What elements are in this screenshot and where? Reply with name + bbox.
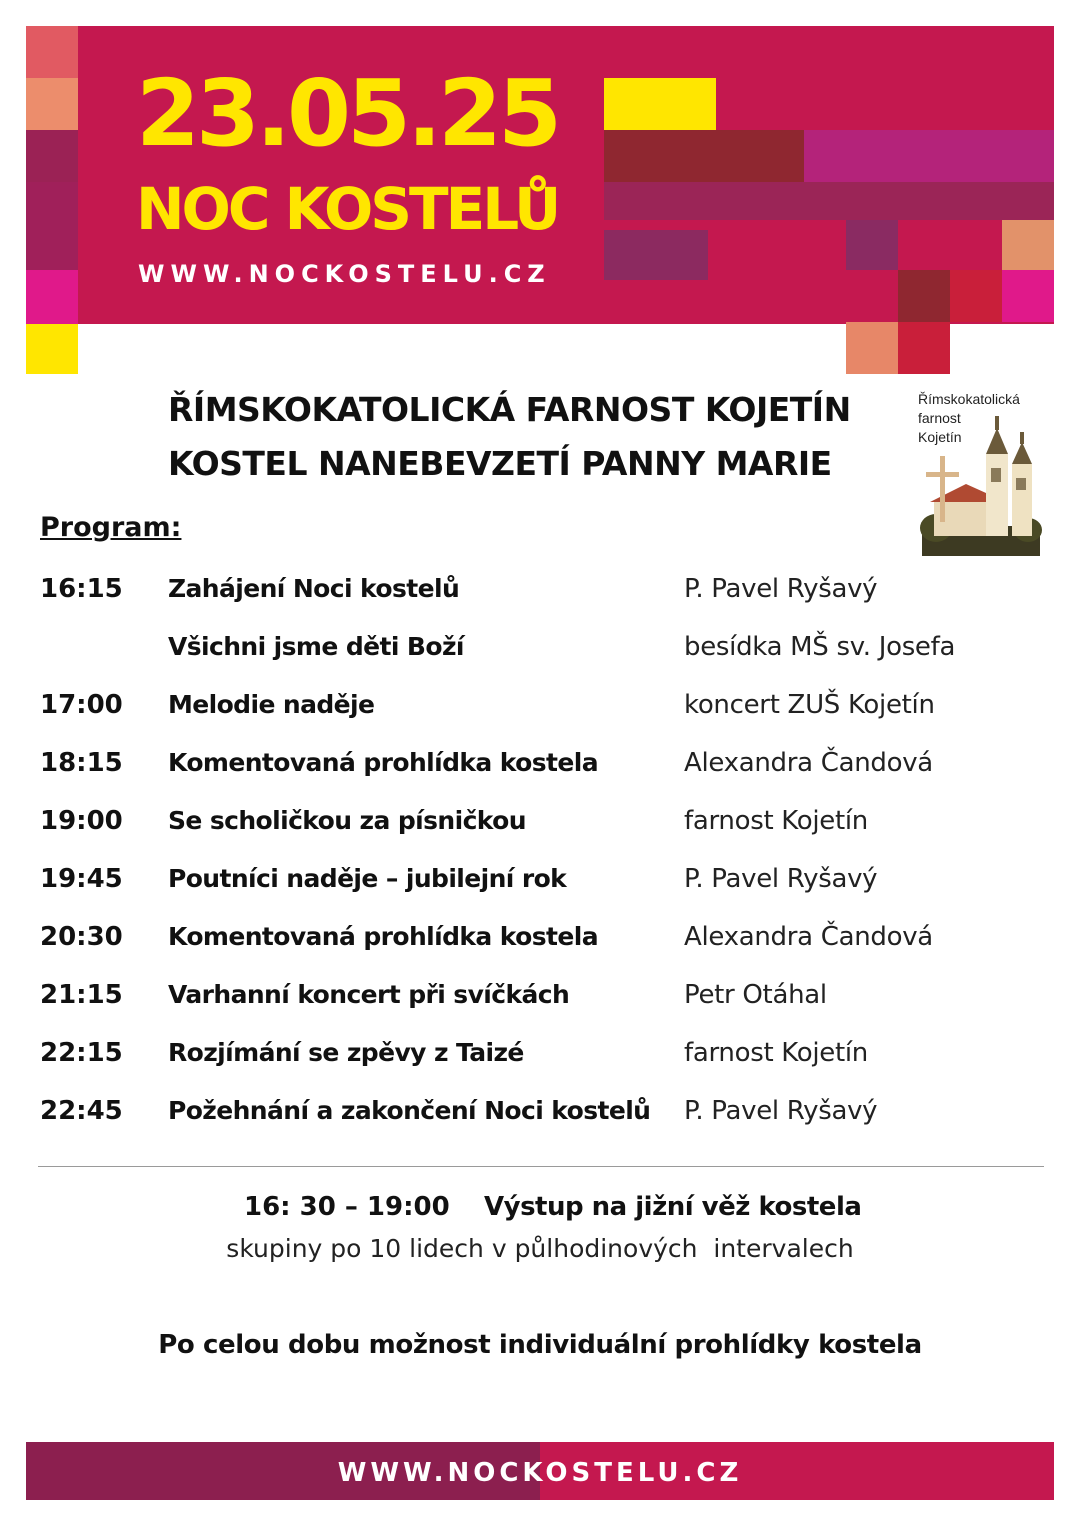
decor-tile <box>604 182 1054 220</box>
schedule-time: 17:00 <box>40 690 123 720</box>
schedule-title: Komentovaná prohlídka kostela <box>168 748 598 777</box>
schedule-row <box>0 632 1080 672</box>
schedule-row <box>0 806 1080 846</box>
schedule-time: 21:15 <box>40 980 123 1010</box>
schedule-title: Komentovaná prohlídka kostela <box>168 922 598 951</box>
schedule-title: Zahájení Noci kostelů <box>168 574 460 603</box>
tower-title: Výstup na jižní věž kostela <box>484 1192 862 1222</box>
schedule-host: besídka MŠ sv. Josefa <box>684 632 956 662</box>
decor-tile <box>604 230 708 280</box>
schedule-row <box>0 864 1080 904</box>
schedule-host: Alexandra Čandová <box>684 748 933 778</box>
decor-tile <box>846 322 898 374</box>
logo-line: Římskokatolická <box>918 391 1020 407</box>
tower-note: skupiny po 10 lidech v půlhodinových intervalech <box>226 1234 854 1263</box>
schedule-time: 22:15 <box>40 1038 123 1068</box>
divider <box>38 1166 1044 1167</box>
schedule-title: Rozjímání se zpěvy z Taizé <box>168 1038 524 1067</box>
decor-tile <box>26 78 78 130</box>
schedule-title: Varhanní koncert při svíčkách <box>168 980 570 1009</box>
schedule-host: Alexandra Čandová <box>684 922 933 952</box>
schedule-host: farnost Kojetín <box>684 806 868 836</box>
decor-tile <box>604 130 804 182</box>
decor-tile <box>950 270 1002 322</box>
schedule-row <box>0 1096 1080 1136</box>
schedule-time: 22:45 <box>40 1096 123 1126</box>
schedule-host: P. Pavel Ryšavý <box>684 1096 878 1126</box>
decor-tile <box>898 322 950 374</box>
schedule-title: Melodie naděje <box>168 690 375 719</box>
schedule-host: P. Pavel Ryšavý <box>684 574 878 604</box>
schedule-row <box>0 1038 1080 1078</box>
logo-line: Kojetín <box>918 429 962 445</box>
decor-tile <box>26 182 78 270</box>
event-title: NOC KOSTELŮ <box>136 175 559 243</box>
visit-note: Po celou dobu možnost individuální prohlídky kostela <box>158 1330 922 1360</box>
decor-tile <box>1002 220 1054 270</box>
schedule-host: farnost Kojetín <box>684 1038 868 1068</box>
decor-tile <box>804 130 1054 182</box>
schedule-time: 19:45 <box>40 864 123 894</box>
schedule-time: 18:15 <box>40 748 123 778</box>
decor-tile <box>26 324 78 374</box>
decor-tile <box>26 26 78 78</box>
parish-logo-text <box>918 390 1052 447</box>
decor-tile <box>1002 270 1054 322</box>
schedule-host: koncert ZUŠ Kojetín <box>684 690 935 720</box>
schedule-row <box>0 980 1080 1020</box>
schedule-time: 19:00 <box>40 806 123 836</box>
parish-name: ŘÍMSKOKATOLICKÁ FARNOST KOJETÍN <box>168 390 851 429</box>
decor-tile <box>846 220 898 270</box>
schedule-title: Se scholičkou za písničkou <box>168 806 526 835</box>
schedule-time: 16:15 <box>40 574 123 604</box>
decor-tile <box>26 270 78 324</box>
schedule-title: Všichni jsme děti Boží <box>168 632 464 661</box>
schedule-row <box>0 574 1080 614</box>
event-url[interactable]: WWW.NOCKOSTELU.CZ <box>138 260 551 288</box>
schedule-row <box>0 748 1080 788</box>
tower-time: 16: 30 – 19:00 <box>244 1192 450 1222</box>
program-heading: Program: <box>40 512 182 543</box>
church-name: KOSTEL NANEBEVZETÍ PANNY MARIE <box>168 444 832 483</box>
schedule-title: Poutníci naděje – jubilejní rok <box>168 864 567 893</box>
decor-tile <box>898 270 950 322</box>
schedule-row <box>0 922 1080 962</box>
logo-line: farnost <box>918 410 961 426</box>
schedule-host: Petr Otáhal <box>684 980 827 1010</box>
event-date: 23.05.25 <box>136 60 558 167</box>
footer-url[interactable]: WWW.NOCKOSTELU.CZ <box>337 1458 743 1488</box>
decor-tile <box>26 130 78 182</box>
decor-tile <box>604 78 716 130</box>
schedule-title: Požehnání a zakončení Noci kostelů <box>168 1096 651 1125</box>
schedule-row <box>0 690 1080 730</box>
schedule-time: 20:30 <box>40 922 123 952</box>
schedule-host: P. Pavel Ryšavý <box>684 864 878 894</box>
